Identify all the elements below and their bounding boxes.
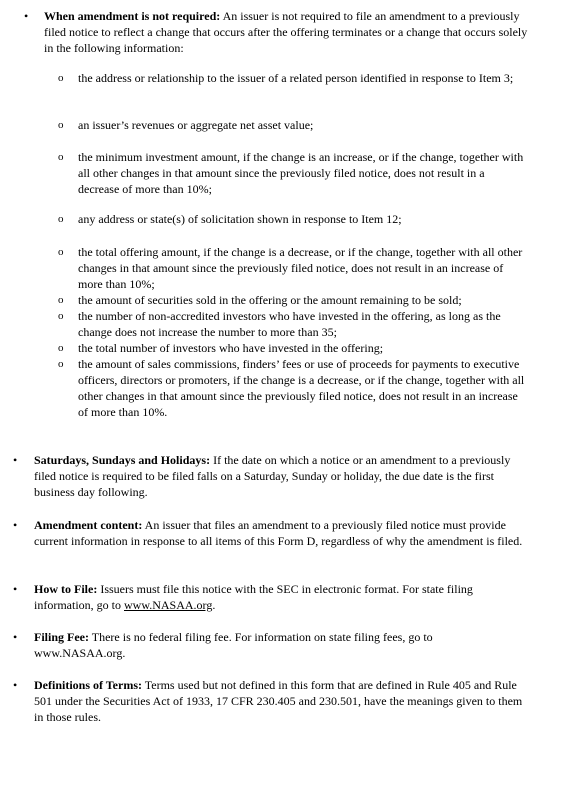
amendment-not-required-text: An issuer is not required to file an amendment to a previously filed notice to reflect a change that occurs after the offering terminates or a change that occurs solely in the following information: <box>44 9 528 55</box>
amendment-content-heading: Amendment content: <box>34 518 143 532</box>
sub-item-text: any address or state(s) of solicitation shown in response to Item 12; <box>78 212 402 226</box>
sub-item-text: the address or relationship to the issuer of a related person identified in response to Item 3; <box>78 71 514 85</box>
how-to-file-text: Issuers must file this notice with the SEC in electronic format. For state filing information, go to <box>34 582 473 612</box>
amendment-content-item <box>34 517 526 549</box>
bullet-marker: • <box>13 630 18 644</box>
holidays-item <box>34 452 526 500</box>
sub-item-marker: o <box>58 72 64 84</box>
sub-item-marker: o <box>58 294 64 306</box>
sub-item <box>78 356 528 420</box>
sub-item <box>78 292 528 308</box>
sub-item-marker: o <box>58 342 64 354</box>
sub-item <box>78 149 528 197</box>
holidays-heading: Saturdays, Sundays and Holidays: <box>34 453 211 467</box>
bullet-marker: • <box>13 582 18 596</box>
amendment-not-required-item <box>44 8 536 56</box>
sub-item-marker: o <box>58 213 64 225</box>
nasaa-link[interactable]: www.NASAA.org <box>124 598 213 612</box>
sub-item-marker: o <box>58 310 64 322</box>
sub-item-text: the minimum investment amount, if the change is an increase, or if the change, together with all other changes in that amount since the previously filed notice, does not result in a decrease of more than 10%; <box>78 150 524 196</box>
sub-item-text: an issuer’s revenues or aggregate net asset value; <box>78 118 314 132</box>
sub-item-text: the amount of securities sold in the offering or the amount remaining to be sold; <box>78 293 462 307</box>
sub-item <box>78 117 528 133</box>
sub-item <box>78 340 528 356</box>
sub-item-marker: o <box>58 151 64 163</box>
bullet-marker: • <box>13 453 18 467</box>
sub-item <box>78 244 528 292</box>
sub-item-marker: o <box>58 358 64 370</box>
filing-fee-item <box>34 629 526 661</box>
definitions-heading: Definitions of Terms: <box>34 678 142 692</box>
holidays-text: If the date on which a notice or an amendment to a previously filed notice is required to be filed falls on a Saturday, Sunday or holiday, the due date is the first business day following. <box>34 453 511 499</box>
bullet-marker: • <box>24 9 29 23</box>
sub-item-text: the number of non-accredited investors who have invested in the offering, as long as the change does not increase the number to more than 35; <box>78 309 501 339</box>
sub-item-text: the total number of investors who have invested in the offering; <box>78 341 384 355</box>
amendment-not-required-heading: When amendment is not required: <box>44 9 221 23</box>
amendment-content-text: An issuer that files an amendment to a previously filed notice must provide current information in response to all items of this Form D, regardless of why the amendment is filed. <box>34 518 523 548</box>
sub-item <box>78 211 528 227</box>
sub-item-text: the amount of sales commissions, finders’ fees or use of proceeds for payments to executive officers, directors or promoters, if the change is a decrease, or if the change, together with all other changes in that amount since the previously filed notice, does not result in an increase of more than 10%. <box>78 357 525 419</box>
bullet-marker: • <box>13 518 18 532</box>
sub-item <box>78 70 528 86</box>
how-to-file-heading: How to File: <box>34 582 98 596</box>
sub-item-text: the total offering amount, if the change is a decrease, or if the change, together with all other changes in that amount since the previously filed notice, does not result in an increase of more than 10%; <box>78 245 523 291</box>
how-to-file-item <box>34 581 526 613</box>
filing-fee-text: There is no federal filing fee. For information on state filing fees, go to www.NASAA.org. <box>34 630 433 660</box>
definitions-item <box>34 677 526 725</box>
sub-item <box>78 308 528 340</box>
filing-fee-heading: Filing Fee: <box>34 630 89 644</box>
sub-item-marker: o <box>58 119 64 131</box>
bullet-marker: • <box>13 678 18 692</box>
sub-item-marker: o <box>58 246 64 258</box>
definitions-text: Terms used but not defined in this form that are defined in Rule 405 and Rule 501 under the Securities Act of 1933, 17 CFR 230.405 and 230.501, have the meanings given to them in those rules. <box>34 678 523 724</box>
how-to-file-text-end: . <box>212 598 216 612</box>
